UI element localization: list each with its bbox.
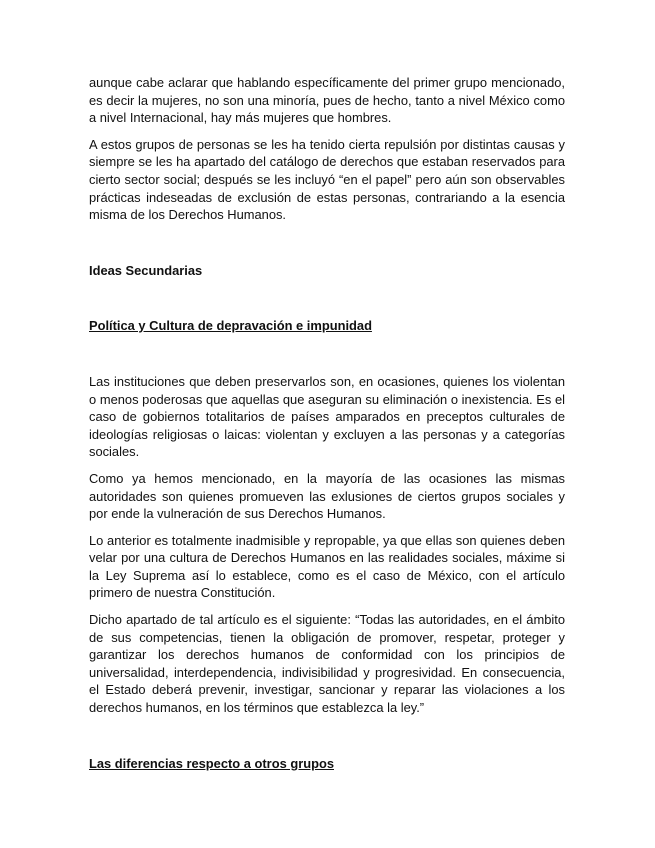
paragraph-repulsion: A estos grupos de personas se les ha tenido cierta repulsión por distintas causas y siempre se les ha apartado del catálogo de derechos que estaban reservados para cierto sector social; después se les incluyó “en el papel” pero aún son observables prácticas indeseadas de exclusión de estas personas, contrariando a la esencia misma de los Derechos Humanos. [89,136,565,223]
paragraph-articulo-constitucion: Dicho apartado de tal artículo es el siguiente: “Todas las autoridades, en el ámbito de sus competencias, tienen la obligación de promover, respetar, proteger y garantizar los derechos humanos de conformidad con los principios de universalidad, interdependencia, indivisibilidad y progresividad. En consecuencia, el Estado deberá prevenir, investigar, sancionar y reparar las violaciones a los derechos humanos, en los términos que establezca la ley.” [89,612,565,716]
paragraph-mujeres: aunque cabe aclarar que hablando específicamente del primer grupo mencionado, es decir la mujeres, no son una minoría, pues de hecho, tanto a nivel México como a nivel Internacional, hay más mujeres que hombres. [89,75,565,126]
document-page [89,74,565,772]
heading-diferencias-grupos: Las diferencias respecto a otros grupos [89,755,334,771]
paragraph-inadmisible: Lo anterior es totalmente inadmisible y repropable, ya que ellas son quienes deben velar por una cultura de Derechos Humanos en las realidades sociales, máxime si la Ley Suprema así lo establece, como es el caso de México, con el artículo primero de nuestra Constitución. [89,532,565,601]
paragraph-autoridades: Como ya hemos mencionado, en la mayoría de las ocasiones las mismas autoridades son quienes promueven las exlusiones de ciertos grupos sociales y por ende la vulneración de sus Derechos Humanos. [89,470,565,522]
heading-politica-cultura: Política y Cultura de depravación e impunidad [89,318,372,334]
heading-ideas-secundarias: Ideas Secundarias [89,262,203,278]
paragraph-instituciones: Las instituciones que deben preservarlos son, en ocasiones, quienes los violentan o menos poderosas que aquellas que aseguran su eliminación o inexistencia. Es el caso de gobiernos totalitarios de países amparados en preceptos culturales de ideologías religiosas o laicas: violentan y excluyen a las personas y a categorías sociales. [89,373,565,460]
